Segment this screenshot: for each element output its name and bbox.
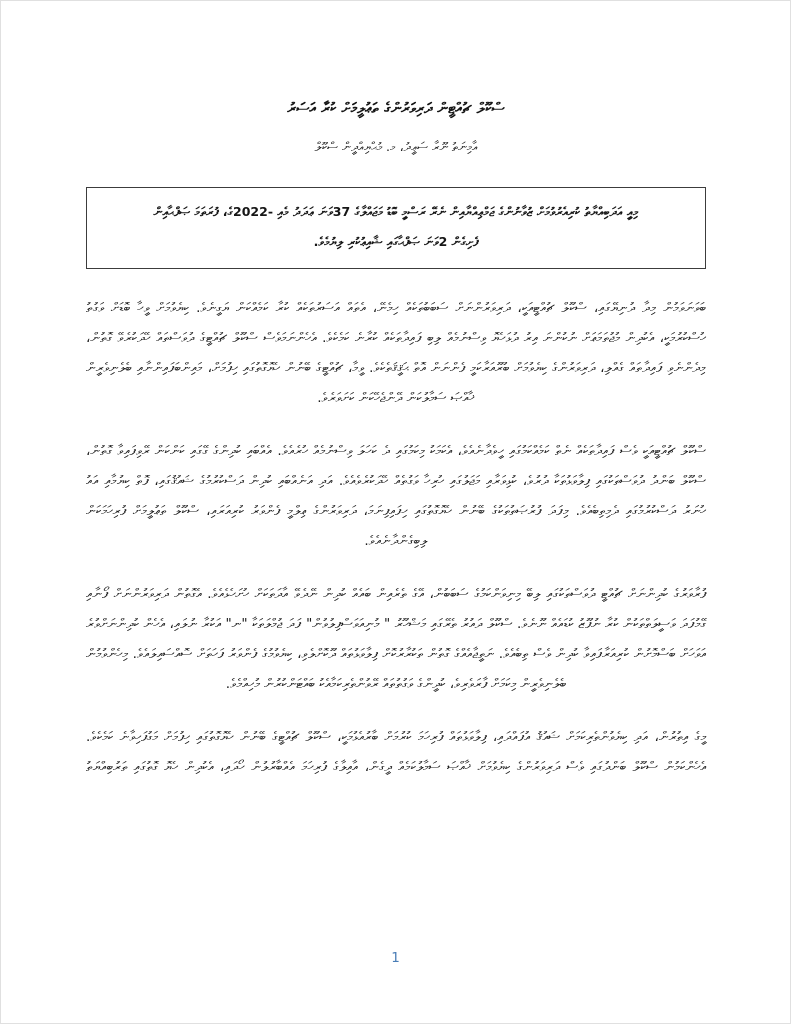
publication-notice-box — [86, 187, 706, 269]
notice-line-2: ފެށިގެން 2ވަނަ ޞަފްޙާގައި ޝާއިޢުކުރި ލިޔުމެވެ. — [313, 234, 479, 249]
paragraph-4: މީގެ އިތުރުން، އަދި ކިޔެވުންތެރިކަމަށް ޝައުޤު އުފައްދައި، ފިލާވަޅުތައް ފުރިހަމަ ކުރުމަށް ބާރުއެޅުމަކީ، ސްކޫލް ޗުއްޓީގެ ބޭނުން ހެޔޮގޮތުގައި ހިފުމަށް މަގުފަހިވާނެ ކަމެކެވެ. އެހެންކަމުން ސްކޫލް ބަންދުގައި ވެސް ދަރިވަރުންގެ ކިޔެވުމަށް ޚާއްޞަ ސަމާލުކަމެއް ދީގެން، އާއިލާގެ ފުރިހަމަ އެއްބާރުލުން ހޯދައި، އެކުދިން ހެޔޮ ގޮތުގައި ތަރުބިއްޔަތު — [86, 729, 706, 775]
document-title: ސްކޫލް ޗުއްޓީން ދަރިވަރުންގެ ތަޢުލީމަށް ކުރާ އަސަރު — [287, 99, 505, 117]
paragraph-1: ބަވަނަވަމުން މިދާ ދުނިޔޭގައި، ސްކޫލް ޗުއްޓީއަކީ، ދަރިވަރުންނަށް ސަބަބުތަކެއް ހިމެނޭ، އެތައް އަސަރުތަކެއް ކުރާ ކަމެއްކަން ޔަގީނެވެ. ކިޔެވުމަށް ވީހާ ބޮޑަށް ވަގުތު ހުސްކުރުމަކީ، އެކުދިން މުޖުތަމަޢަށް ނުކުންނަ އިރު ދުޅަހެޔޮ ވިސްނުމެއް ލިބި ފައިދާތަކެއް ކުރާނެ ކަމެކެވެ. އެހެންނަމަވެސް ސްކޫލް ޗުއްޓީގެ ދުވަސްތައް ހޭދަކުރެވޭ ގޮތުން، މިދެންނެވި ފައިދާތައް ގެއްލި، ދަރިވަރުންގެ ކިޔެވުމަށް ބުރޫއަރާކަމީ ފެންނަން އޮތް ޙަޤީޤަތެކެވެ. ވީމާ، ޗުއްޓީގެ ބޭނުން ހެޔޮގޮތުގައި ހިފުމަށް، މައިންބަފައިންނާއި ބެލެނިވެރީން ޚާއްޞަ ސަމާލުކަން ދޭންޖެހޭކަން ކަށަވަރެވެ. — [86, 300, 706, 406]
paragraph-3: ފުރާވަރުގެ ކުދިންނަށް ޗުއްޓީ ދުވަސްތަކުގައި ލިބޭ މިނިވަންކަމުގެ ސަބަބުން، އޭގެ ތެރެއިން ބައެއް ކުދިން ނޭދެވޭ އާދަތަކަށް ހުށަހެޅެއެވެ. އެގޮތުން ދަރިވަރުންނަށް ފޯނާއި ގޭމުފަދަ ވަސީލަތްތަކުން ކުރާ ނުފޫޒު ކުޑައެއް ނޫނެވެ. ސްކޫލް ދައުރު ތެރޭގައި މަޝްހޫރު " މުނިއަވަސްފިލުވުން" ފަދަ ޖުމްލަތަކާ "ނ" އަކުރާ ނުލައި، އެހެން ކުދިންނަށްވުރެ އަވަހަށް ބަސްމޮށުން ކުރިއަރާފައިވާ ކުދިން ވެސް ތިބެއެވެ. ނަތީޖާއެއްގެ ގޮތުން ތަކުރާރުކޮށް ފިލާވަޅުތައް ދޫކޮށްލެވި، ކިޔެވުމުގެ ފެންވަރު ފަހަތަށް ސޮއްސައިލައެވެ. މިހެންވުމުން ބެލެނިވެރީން މިކަމަށް ފާރަވެރިވެ، ކުދީންގެ ވަގުތުތައް ރޭވުންތެރިކަމާއެކު ބައްޓަންކުރުން މުހިއްމެވެ. — [86, 586, 706, 692]
paragraph-2: ސްކޫލް ޗުއްޓީއަކީ ވެސް ފައިދާތަކެއް ނެތް ކަމެއްކަމުގައި ހީވެދާނެއެވެ، އެކަމަކު މިކަމުގައި ދެ ކަހަލަ ވިސްނުމެއް ހުރެއެވެ. އެއްބައި ކުދިންގެ ގޭގައި ކަންކަން ރޭވިފައިވާ ގޮތުން، ސްކޫލް ބަންދު ދުވަސްތަކުގައި ފިލާވަޅުތަކާ ދުރުވެ، ކުޅިވަރާއި މަޖަލުގައި ހުރިހާ ވަގުތެއް ހޭދަކުރެވެއެވެ. އަދި އަނެއްބައި ކުދިން ދަސްކުރުމުގެ ޝައުޤުގައި، ފޮތް ކިޔުމާއި އައު ހުނަރު ދަސްކުރުމުގައި ދެމިތިބެއެވެ. މިފަދަ ފުރުޞަތުތަކުގެ ބޭނުން ހެޔޮގޮތުގައި ހިފައިފިނަމަ، ދަރިވަރުންގެ ޢިލްމީ ފެންވަރު ކުރިއަރައި، ސްކޫލް ތަޢުލީމަށް ފުރިހަމަކަން ލިބިގެންދާނެއެވެ. — [86, 443, 706, 549]
author-byline: އާމިނަތު ނޫރާ ސަޢީދު، މ. މުޙްޔިއްދީން ސްކޫލް — [314, 139, 478, 154]
page-number: 1 — [391, 950, 400, 966]
notice-line-1: މިއީ އަދަބިއްޔާތު ކުރިއެރުވުމަށް ޒުވާނުންގެ ޖަމްޢިއްޔާއިން ނެރޭ ރަސްމީ ބޮޑު މަޖައްލާގެ 37ވަނަ ޢަދަދު މެއި -2022ގެ، ފުރަތަމަ ޞަފްޙާއިން — [153, 204, 639, 219]
page-content — [86, 0, 706, 782]
essay-body — [86, 293, 706, 782]
